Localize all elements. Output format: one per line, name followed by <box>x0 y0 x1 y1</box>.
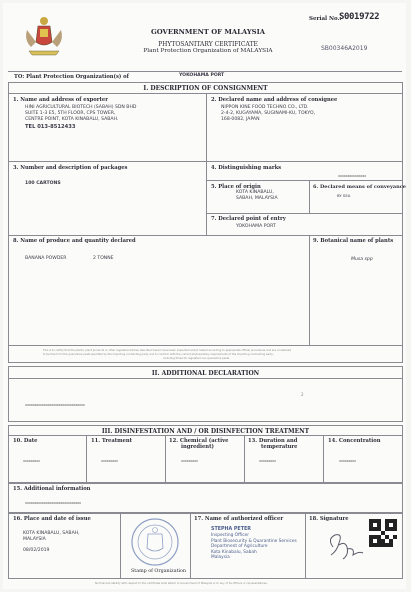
treatment-column-value: xxxxxxxxx <box>181 459 198 463</box>
officer-location: Kota Kinabalu, Sabah <box>211 549 257 555</box>
section-iii-title: III. DISINFESTATION AND / OR DISINFECTION TREATMENT <box>101 428 310 435</box>
consignee-line: 2-4-2, KUGAYAMA, SUGINAMI-KU, TOKYO, <box>221 111 316 116</box>
conveyance-value: BY SEA <box>337 193 351 198</box>
authorized-officer-label: 17. Name of authorized officer <box>194 516 284 522</box>
additional-information-label: 15. Additional information <box>13 486 91 492</box>
signature-label: 18. Signature <box>309 516 349 522</box>
exporter-label: 1. Name and address of exporter <box>13 97 108 103</box>
stamp-label: Stamp of Organization <box>131 569 187 574</box>
officer-department: Plant Biosecurity & Quarantine Services <box>211 538 297 544</box>
treatment-column-label-continued: ingredient) <box>181 444 214 450</box>
officer-location: Malaysia <box>211 555 230 560</box>
issuing-organization: Plant Protection Organization of MALAYSIA <box>143 48 273 54</box>
officer-title: Inspecting Officer <box>211 533 249 538</box>
produce-label: 8. Name of produce and quantity declared <box>13 238 136 244</box>
certification-statement: to be free from the quarantine pests specified by the importing contracting party and to conform with the current phytosanitary requirements of the importing contracting party, <box>43 353 274 356</box>
conveyance-label: 6. Declared means of conveyance <box>313 184 406 190</box>
exporter-line: SUITE 1-3 E5, 5TH FLOOR, CPS TOWER, <box>25 111 116 116</box>
point-of-entry-value: YOKOHAMA PORT <box>236 224 276 229</box>
officer-name: STEPHA PETER <box>211 527 251 532</box>
liability-disclaimer: No financial liability with respect to this certificate shall attach to Government of Malaysia or to any of its officers or representatives. <box>95 582 268 585</box>
to-organization-value: YOKOHAMA PORT <box>179 73 225 78</box>
treatment-column-value: xxxxxxxxx <box>23 459 40 463</box>
exporter-phone: TEL 013-8512433 <box>25 124 76 130</box>
officer-department: Department of Agriculture <box>211 544 268 549</box>
treatment-column-label: 14. Concentration <box>328 438 381 444</box>
treatment-column-label: 11. Treatment <box>91 438 133 444</box>
distinguishing-marks-value: xxxxxxxxxxxxxxx <box>338 174 366 178</box>
certificate-type: PHYTOSANITARY CERTIFICATE <box>158 41 258 48</box>
place-of-issue-line: KOTA KINABALU, SABAH, <box>23 531 80 536</box>
produce-name: BANANA POWDER <box>25 256 67 261</box>
consignee-line: NIPPON KINE FOOD TECHNO CO., LTD. <box>221 105 309 110</box>
treatment-column-label: 13. Duration and <box>248 438 298 444</box>
additional-declaration-value: xxxxxxxxxxxxxxxxxxxxxxxxxxxxxxxx <box>25 403 85 407</box>
treatment-column-value: xxxxxxxxx <box>339 459 356 463</box>
malaysia-coat-of-arms-icon <box>21 14 67 60</box>
signature-icon <box>323 529 367 563</box>
packages-label: 3. Number and description of packages <box>13 165 128 171</box>
certification-statement: This is to certify that the plants, plant products or other regulated articles described herein have been inspected and/or tested according to appropriate official procedures and are considered <box>43 349 292 352</box>
section-ii-title: II. ADDITIONAL DECLARATION <box>151 370 260 377</box>
exporter-line: CENTRE POINT, KOTA KINABALU, SABAH. <box>25 117 119 122</box>
section-i-title: I. DESCRIPTION OF CONSIGNMENT <box>143 85 268 92</box>
qr-code-icon <box>369 519 397 547</box>
exporter-line: HINI AGRICULTURAL BIOTECH (SABAH) SDN BHD <box>25 105 137 110</box>
organization-stamp-icon <box>128 516 182 568</box>
botanical-name-label: 9. Botanical name of plants <box>313 238 394 244</box>
treatment-column-label: 10. Date <box>13 438 38 444</box>
place-of-origin-line: KOTA KINABALU, <box>236 190 274 195</box>
treatment-column-value: xxxxxxxxx <box>101 459 118 463</box>
handwritten-mark: 2 <box>301 392 304 397</box>
consignee-label: 2. Declared name and address of consignee <box>211 97 338 103</box>
consignee-line: 168-0082, JAPAN <box>221 117 260 122</box>
distinguishing-marks-label: 4. Distinguishing marks <box>211 165 282 171</box>
reference-number: SB00346A2019 <box>321 45 368 52</box>
serial-number-label: Serial No.: <box>309 16 342 22</box>
place-of-origin-label: 5. Place of origin <box>211 184 261 190</box>
certification-statement: including those for regulated non-quarantine pests. <box>163 357 230 360</box>
certificate-page <box>3 3 406 589</box>
place-of-issue-line: MALAYSIA <box>23 537 46 542</box>
point-of-entry-label: 7. Declared point of entry <box>211 216 286 222</box>
to-organization-label: TO: Plant Protection Organization(s) of <box>14 74 129 80</box>
date-of-issue: 08/02/2019 <box>23 548 50 553</box>
treatment-column-value: xxxxxxxxx <box>259 459 276 463</box>
packages-value: 100 CARTONS <box>25 181 61 186</box>
produce-quantity: 2 TONNE <box>93 256 114 261</box>
serial-number-value: S0019722 <box>339 12 380 22</box>
treatment-column-label-continued: temperature <box>261 444 298 450</box>
additional-information-value: xxxxxxxxxxxxxxxxxxxxxxxxxxxxxx <box>25 501 81 505</box>
place-of-origin-line: SABAH, MALAYSIA <box>236 196 278 201</box>
document-title: GOVERNMENT OF MALAYSIA <box>150 28 266 36</box>
botanical-name-value: Musa spp <box>351 257 373 262</box>
place-date-issue-label: 16. Place and date of issue <box>13 516 91 522</box>
treatment-column-label: 12. Chemical (active <box>169 438 229 444</box>
